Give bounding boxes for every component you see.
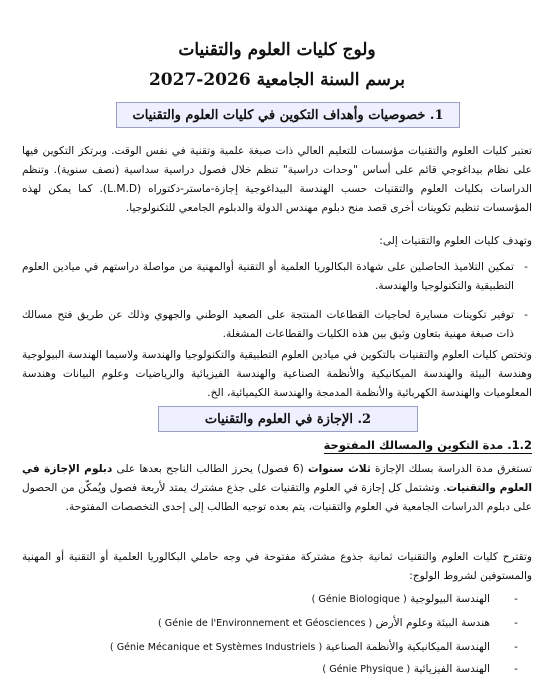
track-name-ar: الهندسة الميكانيكية والأنظمة الصناعية (325, 641, 490, 653)
bullet-dash: - (514, 617, 518, 629)
section-2-heading: 2. الإجازة في العلوم والتقنيات (158, 406, 418, 432)
track-name-fr: ( Génie Mécanique et Systèmes Industriels ) (109, 642, 323, 653)
bullet-dash: - (524, 261, 528, 273)
duration-text: (6 فصول) يحرز الطالب الناجح بعدها على (112, 463, 308, 475)
track-item (40, 590, 532, 609)
intro-paragraph: تعتبر كليات العلوم والتقنيات مؤسسات للتعليم العالي ذات صبغة علمية وتقنية في نفس الوقت. وبرتكز التكوين فيها على نظام بيداغوجي قائم على أساس "وحدات دراسية" تنظم خلال فصول دراسية سداسية (نصف سنوية). وتنظم الدراسات بكليات العلوم والتقنيات حسب الهندسة البيداغوجية إجازة-ماستر-دكتوراه (L.M.D). كما يمكن لهذه المؤسسات تنظيم تكوينات أخرى قصد منح دبلوم مهندس الدولة والدبلوم الجامعي للتكنولوجيا. (22, 145, 532, 214)
track-name-ar: الهندسة الفيزيائية (413, 663, 490, 674)
aims-intro: وتهدف كليات العلوم والتقنيات إلى: (379, 235, 532, 247)
subsection-heading: 1.2. مدة التكوين والمسالك المفتوحة (323, 438, 532, 452)
duration-emphasis: ثلاث سنوات (307, 463, 371, 475)
bullet-dash: - (514, 663, 518, 674)
track-item (40, 660, 532, 674)
diploma-emphasis: دبلوم الإجازة في العلوم والتقنيات (22, 463, 532, 494)
bullet-text: تمكين التلاميذ الحاصلين على شهادة البكالوريا العلمية أو التقنية أوالمهنية من مواصلة دراستهم في ميادين العلوم التطبيقية والتكنولوجيا والهندسة. (22, 261, 514, 292)
track-name-ar: الهندسة البيولوجية (410, 593, 490, 605)
tracks-intro: وتقترح كليات العلوم والتقنيات ثمانية جذوع مشتركة مفتوحة في وجه حاملي البكالوريا العلمية أو التقنية أو المهنية والمستوفين لشروط الولوج: (22, 551, 532, 582)
bullet-dash: - (514, 641, 518, 653)
page-title: ولوج كليات العلوم والتقنيات (178, 40, 376, 60)
bullet-dash: - (524, 309, 528, 321)
track-item (40, 638, 532, 657)
track-name-fr: ( Génie Physique ) (322, 664, 411, 674)
duration-text: . وتشتمل كل إجازة في العلوم والتقنيات على جذع مشترك يمتد لأربعة فصول ويُمكّن من الحصول على دبلوم الدراسات الجامعية في العلوم والتقنيات، يتم بعده توجيه الطالب إلى إحدى التخصصات المفتوحة. (22, 482, 532, 513)
section-1-heading: 1. خصوصيات وأهداف التكوين في كليات العلوم والتقنيات (116, 102, 460, 128)
page-subtitle: برسم السنة الجامعية 2026-2027 (148, 70, 406, 90)
track-name-ar: هندسة البيئة وعلوم الأرض (375, 617, 490, 629)
track-name-fr: ( Génie de l'Environnement et Géosciences ) (158, 618, 373, 629)
bullet-item (22, 306, 532, 344)
track-name-fr: ( Génie Biologique ) (311, 594, 407, 605)
duration-paragraph (22, 460, 532, 517)
track-item (40, 614, 532, 633)
bullet-item (22, 258, 532, 296)
bullet-dash: - (514, 593, 518, 605)
bullet-text: توفير تكوينات مسايرة لحاجيات القطاعات المنتجة على الصعيد الوطني والجهوي وذلك عن طريق فتح مسالك ذات صبغة مهنية بتعاون وثيق بين هذه الكليات والقطاعات المشغلة. (22, 309, 514, 340)
specialization-paragraph: وتختص كليات العلوم والتقنيات بالتكوين في ميادين العلوم التطبيقية والتكنولوجيا والهندسة ولاسيما الهندسة البيولوجية وهندسة البيئة والهندسة الميكانيكية والأنظمة الصناعية والهندسة الفيزيائية والرياضيات وعلوم البيانات وهندسة المعلوميات والهندسة الكهربائية والأنظمة المدمجة والهندسة الكيميائية، الخ. (22, 349, 532, 399)
duration-text: تستغرق مدة الدراسة بسلك الإجازة (370, 463, 532, 475)
